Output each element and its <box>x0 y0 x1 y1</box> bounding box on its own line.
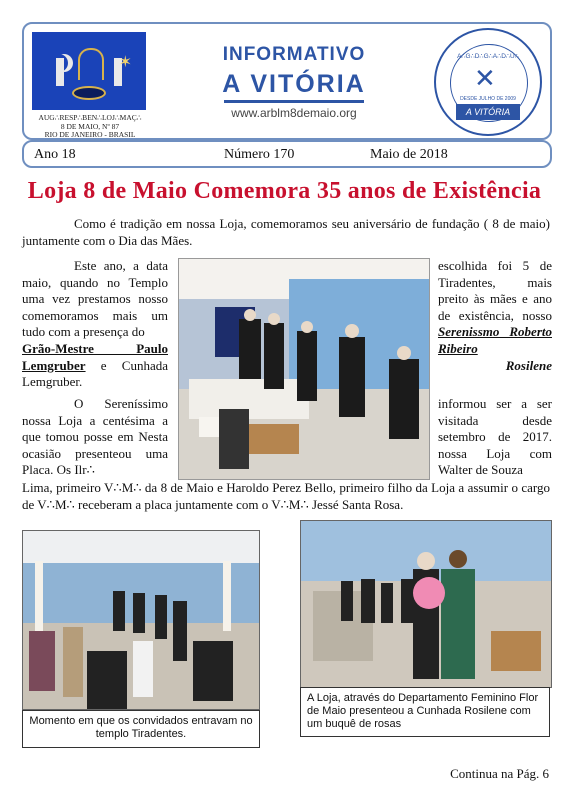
logo-caption-line: AUG∴RESP∴BEN∴LOJ∴MAÇ∴ <box>38 113 142 122</box>
official-seal <box>434 28 542 136</box>
right-column-paragraph-2: informou ser a ser visitada desde setembro de 2017. nossa Loja com Walter de Souza <box>438 396 552 478</box>
title-line1: INFORMATIVO <box>222 44 366 65</box>
title-line2 <box>194 70 394 103</box>
eye-icon <box>72 86 106 100</box>
lodge-logo <box>32 32 146 110</box>
right-photo-caption: A Loja, através do Departamento Feminino Flor de Maio presenteou a Cunhada Rosilene com um buquê de rosas <box>300 687 550 737</box>
left-column-paragraph-1 <box>22 258 168 391</box>
issue-year: Ano 18 <box>34 147 76 162</box>
serenissimo-name: Serenissmo Roberto Ribeiro <box>438 324 552 356</box>
left-photo-caption: Momento em que os convidados entravam no templo Tiradentes. <box>22 710 260 748</box>
article-closing: Lima, primeiro V∴M∴ da 8 de Maio e Haroldo Perez Bello, primeiro filho da Loja a assumir o cargo de V∴M∴ receberam a placa juntamente com o V∴M∴ Jessé Santa Rosa. <box>22 480 550 512</box>
left-column-paragraph-2 <box>22 396 168 479</box>
title-text: A VITÓRIA <box>222 70 366 98</box>
ceremony-photo-illustration <box>179 259 429 479</box>
grand-master-name: Grão-Mestre Paulo Lemgruber <box>22 340 168 373</box>
rosilene-name: Rosilene <box>505 357 552 373</box>
guests-photo-illustration <box>23 531 259 709</box>
bouquet-photo <box>300 520 552 688</box>
square-compass-icon: ✕ <box>474 64 496 93</box>
issue-number: Número 170 <box>224 147 295 162</box>
newsletter-title <box>194 44 394 120</box>
article-intro: Como é tradição em nossa Loja, comemoramos seu aniversário de fundação ( 8 de maio) juntamente com o Dia das Mães. <box>22 216 550 248</box>
issue-info-bar <box>22 140 552 168</box>
seal-banner: A VITÓRIA <box>456 104 520 120</box>
bouquet-photo-illustration <box>301 521 551 687</box>
title-underline <box>224 100 364 103</box>
masthead <box>22 22 552 140</box>
issue-date: Maio de 2018 <box>370 147 448 162</box>
right-column-paragraph-1 <box>438 258 552 374</box>
arch-icon <box>78 48 104 80</box>
logo-caption-line: 8 DE MAIO, Nº 87 <box>60 121 120 131</box>
star-icon: ✶ <box>118 54 132 71</box>
left-col-text-end: e Cunhada Lemgruber. <box>22 357 168 390</box>
article-headline: Loja 8 de Maio Comemora 35 anos de Existência <box>27 178 542 204</box>
left-col-text-2: O Sereníssimo nossa Loja a centésima a que tomou posse em Nesta ocasião presenteou uma Placa. Os Ilr∴ <box>22 396 168 478</box>
seal-since: DESDE JULHO DE 2009 <box>460 96 516 102</box>
seal-center-text: A∴G∴D∴G∴A∴D∴U∴ <box>457 53 519 60</box>
guests-entering-photo <box>22 530 260 710</box>
right-col-text: escolhida foi 5 de Tiradentes, mais preito às mães e ano de existência, nosso <box>438 258 552 323</box>
continue-link[interactable]: Continua na Pág. 6 <box>450 766 549 781</box>
ceremony-photo <box>178 258 430 480</box>
pillar-icon <box>56 58 64 86</box>
website-link[interactable]: www.arblm8demaio.org <box>231 106 357 120</box>
logo-caption-line: RIO DE JANEIRO - BRASIL <box>44 130 136 139</box>
left-col-text: Este ano, a data maio, quando no Templo uma vez prestamos nosso comemoramos mais um tudo com a presença do <box>22 258 168 340</box>
logo-caption <box>28 114 152 140</box>
